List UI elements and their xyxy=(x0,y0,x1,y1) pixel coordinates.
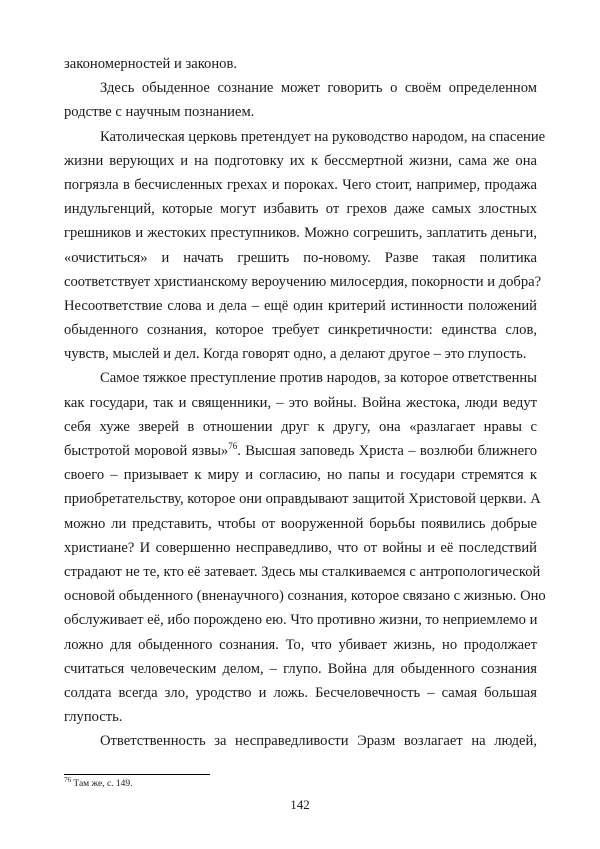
text-line: страдают не те, кто её затевает. Здесь мы сталкиваемся с антропологической xyxy=(64,563,541,580)
footnote-text: Там же, с. 149. xyxy=(71,779,133,789)
text-line: чувств, мыслей и дел. Когда говорят одно, а делают другое – это глупость. xyxy=(64,346,527,363)
text-segment: . Высшая заповедь Христа – возлюби ближнего xyxy=(237,443,538,459)
text-line: христиане? И совершенно несправедливо, что от войны и её последствий xyxy=(64,539,537,556)
text-segment: быстротой моровой язвы» xyxy=(64,443,229,459)
text-line: «очиститься» и начать грешить по-новому. Разве такая политика xyxy=(64,249,537,266)
text-line: обслуживает её, ибо порождено ею. Что противно жизни, то неприемлемо и xyxy=(64,612,538,629)
paragraph-3 xyxy=(64,125,546,367)
text-line: индульгенций, которые могут избавить от грехов даже самых злостных xyxy=(64,201,537,218)
text-line: Самое тяжкое преступление против народов, за которое ответственны xyxy=(100,370,537,387)
footnote-number: 76 xyxy=(64,775,71,784)
paragraph-2 xyxy=(64,76,537,124)
footnote xyxy=(64,775,133,789)
page-body xyxy=(64,52,546,753)
text-line: своего – призывает к миру и согласию, но папы и государи стремятся к xyxy=(64,467,537,484)
text-line: жизни верующих и на подготовку их к бессмертной жизни, сама же она xyxy=(64,152,537,169)
text-line: грешников и жестоких преступников. Можно согрешить, заплатить деньги, xyxy=(64,225,537,242)
text-line: приобретательству, которое они оправдывают защитой Христовой церкви. А xyxy=(64,491,541,508)
paragraph-1 xyxy=(64,52,537,76)
text-line: солдата всегда зло, уродство и ложь. Бесчеловечность – самая большая xyxy=(64,684,537,701)
text-line: погрязла в бесчисленных грехах и пороках. Чего стоит, например, продажа xyxy=(64,176,537,193)
text-line-with-footnote xyxy=(64,439,537,463)
text-line: Католическая церковь претендует на руководство народом, на спасение xyxy=(100,128,546,145)
text-line: себя хуже зверей в отношении друг к другу, она «разлагает нравы с xyxy=(64,418,537,435)
text-line: закономерностей и законов. xyxy=(64,56,237,72)
text-line: как государи, так и священники, – это войны. Война жестока, люди ведут xyxy=(64,394,537,411)
text-line: основой обыденного (вненаучного) сознания, которое связано с жизнью. Оно xyxy=(64,588,546,605)
text-line: считаться человеческим делом, – глупо. Война для обыденного сознания xyxy=(64,660,537,677)
footnote-reference[interactable]: 76 xyxy=(228,441,238,452)
text-line: глупость. xyxy=(64,709,123,726)
text-line: Несоответствие слова и дела – ещё один критерий истинности положений xyxy=(64,297,537,314)
paragraph-4 xyxy=(64,366,546,729)
paragraph-5 xyxy=(64,729,537,753)
text-line: ложно для обыденного сознания. То, что убивает жизнь, но продолжает xyxy=(64,636,537,653)
footnote-divider xyxy=(64,774,210,775)
text-line: родстве с научным познанием. xyxy=(64,104,255,121)
text-line: Ответственность за несправедливости Эразм возлагает на людей, xyxy=(100,733,537,750)
text-line: обыденного сознания, которое требует синкретичности: единства слов, xyxy=(64,322,537,339)
page-number: 142 xyxy=(290,797,310,812)
text-line: можно ли представить, чтобы от вооруженной борьбы появились добрые xyxy=(64,515,537,532)
text-line: Здесь обыденное сознание может говорить о своём определенном xyxy=(100,80,537,97)
text-line: соответствует христианскому вероучению милосердия, покорности и добра? xyxy=(64,273,542,290)
